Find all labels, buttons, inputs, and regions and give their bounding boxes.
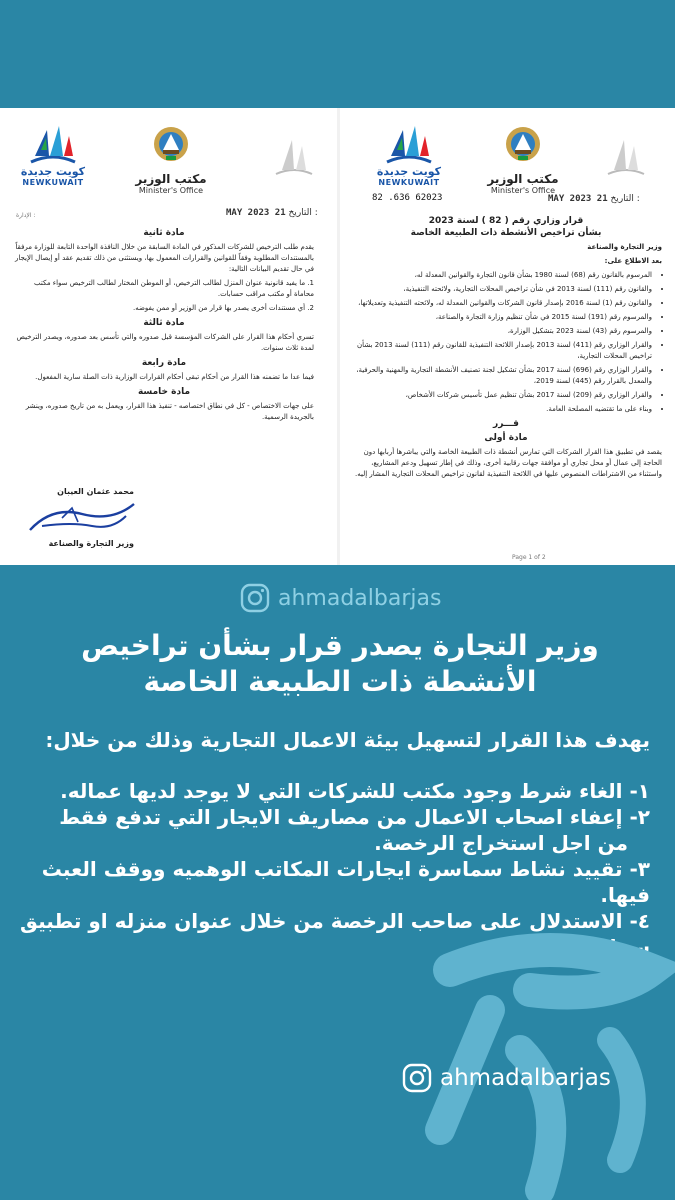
article-2-title: مادة ثانية: [143, 228, 185, 238]
review-item: • وبناء على ما تقتضيه المصلحة العامة.: [350, 404, 652, 415]
minister-title: وزير التجارة والصناعة: [587, 243, 662, 251]
newkuwait-ar-text: كويت جديدة: [376, 165, 442, 178]
newkuwait-logo: [374, 122, 444, 200]
page-divider: [337, 108, 340, 565]
newkuwait-ar-text: كويت جديدة: [20, 165, 86, 178]
article-2-text: يقدم طلب الترخيص للشركات المذكور في المادة السابقة من خلال النافذة الواحدة التابعة للوزارة مرفقاً بالمستندات المطلوبة وفقاً للقوانين والقرارات المعمول بها، ويستثنى من ذلك تقديم عقد أو إيصال الإيجار في حال تقديم البيانات التالية:: [14, 243, 314, 273]
newkuwait-en-text: NEWKUWAIT: [378, 178, 440, 187]
review-list: [350, 270, 662, 415]
decree-page-1: [342, 108, 671, 565]
article-4-text: فيما عدا ما تضمنه هذا القرار من أحكام تبقى أحكام القرارات الوزارية ذات الصلة سارية المفعول.: [35, 373, 314, 381]
newkuwait-sails-icon: [25, 122, 81, 166]
page-2-body: [14, 224, 314, 426]
article-4-title: مادة رابعة: [141, 358, 187, 368]
date-label: : التاريخ: [288, 208, 318, 218]
review-item: • والمرسوم رقم (43) لسنة 2023 بتشكيل الوزارة،: [350, 326, 652, 337]
date-label: : التاريخ: [610, 194, 640, 204]
article-5-title: مادة خامسة: [137, 387, 191, 397]
kuwait-emblem-icon: [151, 122, 191, 166]
intro-text: يهدف هذا القرار لتسهيل بيئة الاعمال التجارية وذلك من خلال:: [45, 728, 650, 752]
point-2-continued: من اجل استخراج الرخصة.: [374, 831, 628, 855]
article-2-item-1: 1. ما يفيد قانونية عنوان المنزل لطالب الترخيص، أو الموطن المختار لطالب الترخيص سواء مكتب محاماة أو مكتب مراقب حسابات.: [33, 279, 314, 298]
office-en-text: Minister's Office: [490, 186, 556, 195]
headline: وزير التجارة يصدر قرار بشأن تراخيص الأنشطة ذات الطبيعة الخاصة: [81, 629, 599, 698]
decree-document-image: [0, 108, 675, 565]
article-5-text: على جهات الاختصاص - كل في نطاق اختصاصه - تنفيذ هذا القرار، ويعمل به من تاريخ صدوره، وينشر بالجريدة الرسمية.: [25, 402, 314, 421]
article-3-title: مادة ثالثة: [143, 318, 185, 328]
kuwait-emblem-icon: [503, 122, 543, 166]
date-value: 21 MAY 2023: [226, 208, 286, 218]
point-2: ٢- إعفاء اصحاب الاعمال من مصاريف الايجار التي تدفع فقط: [59, 805, 650, 829]
date-value: 21 MAY 2023: [548, 194, 608, 204]
signer-title: وزير التجارة والصناعة: [48, 539, 134, 548]
page-1-date: [548, 194, 640, 204]
point-1: ١- الغاء شرط وجود مكتب للشركات التي لا يوجد لديها عماله.: [60, 779, 650, 803]
signer-name: محمد عثمان العيبان: [57, 487, 134, 496]
point-3: ٣- تقييد نشاط سماسرة ايجارات المكاتب الوهميه ووقف العبث فيها.: [41, 857, 650, 907]
office-ar-text: مكتب الوزير: [487, 172, 559, 186]
reference-number: 82 .636 62023: [372, 193, 443, 203]
review-item: • والقانون رقم (1) لسنة 2016 بإصدار قانون الشركات والقوانين المعدلة له، ولائحته التنفيذية وتعديلاتها،: [350, 298, 652, 309]
instagram-watermark: [240, 580, 441, 616]
admin-label: الإدارة :: [16, 212, 36, 219]
newkuwait-sails-icon: [381, 122, 437, 166]
top-strip: [0, 0, 675, 108]
article-3-text: تسري أحكام هذا القرار على الشركات المؤسسة قبل صدوره والتي تأسس بعد صدوره، ويصدر الترخيص لمدة ثلاث سنوات.: [16, 333, 314, 352]
page-footer: Page 1 of 2: [512, 554, 546, 561]
review-item: • المرسوم بالقانون رقم (68) لسنة 1980 بشأن قانون التجارة والقوانين المعدلة له،: [350, 270, 652, 281]
review-item: • والقانون رقم (111) لسنة 2013 في شأن تراخيص المحلات التجارية، ولائحته التنفيذية،: [350, 284, 652, 295]
decree-subject: بشأن تراخيص الأنشطة ذات الطبيعة الخاصة: [410, 228, 602, 238]
instagram-icon: [240, 583, 270, 613]
instagram-icon: [402, 1063, 432, 1093]
ministers-office-crest: [478, 122, 568, 195]
newkuwait-en-text: NEWKUWAIT: [22, 178, 84, 187]
page-2-date: [226, 208, 318, 218]
page-1-body: [350, 212, 662, 483]
ministers-office-crest: [126, 122, 216, 195]
ministry-watermark-icon: [604, 134, 648, 184]
instagram-watermark-bottom: [402, 1060, 611, 1096]
instagram-handle: ahmadalbarjas: [278, 585, 442, 611]
signer-title-block: [24, 538, 134, 552]
article-2-item-2: 2. أي مستندات أخرى يصدر بها قرار من الوزير أو ممن يفوضه.: [133, 304, 314, 312]
decree-page-2: [4, 108, 336, 565]
instagram-handle: ahmadalbarjas: [440, 1065, 611, 1091]
newkuwait-logo: [18, 122, 88, 200]
ministry-watermark-icon: [272, 134, 316, 184]
review-item: • والقرار الوزاري رقم (411) لسنة 2013 بإصدار اللائحة التنفيذية للقانون رقم (111) لسنة 2013 بشأن تراخيص المحلات التجارية،: [350, 340, 652, 362]
office-en-text: Minister's Office: [138, 186, 204, 195]
after-review-label: بعد الاطلاع على:: [604, 257, 662, 265]
review-item: • والمرسوم رقم (191) لسنة 2015 في شأن تنظيم وزارة التجارة والصناعة،: [350, 312, 652, 323]
article-1-text: يقصد في تطبيق هذا القرار الشركات التي تمارس أنشطة ذات الطبيعة الخاصة والتي يباشرها أربابها دون الحاجة إلى عمال أو محل تجاري أو موافقة جهات رقابية أخرى، وذلك في إطار تسهيل ودعم المشاريع، واستثناء من الاشتراطات المنصوص عليها في اللائحة التنفيذية لقانون تراخيص المحلات التجارية المشار إليه.: [355, 448, 662, 478]
point-4: ٤- الاستدلال على صاحب الرخصة من خلال عنوان منزله او تطبيق سهل.: [20, 909, 650, 959]
office-ar-text: مكتب الوزير: [135, 172, 207, 186]
page-2-header: [4, 118, 336, 208]
review-item: • والقرار الوزاري رقم (209) لسنة 2017 بشأن تنظيم عمل تأسيس شركات الأشخاص،: [350, 390, 652, 401]
article-1-title: مادة أولى: [484, 433, 528, 443]
review-item: • والقرار الوزاري رقم (696) لسنة 2017 بشأن تشكيل لجنة تصنيف الأنشطة التجارية والمهنية والحرفية، والمعدل بالقرار رقم (445) لسنة 2019،: [350, 365, 652, 387]
signature-icon: [22, 496, 142, 536]
decree-title: قرار وزاري رقم ( 82 ) لسنة 2023: [428, 216, 584, 226]
decided-heading: قـــرر: [493, 419, 519, 429]
